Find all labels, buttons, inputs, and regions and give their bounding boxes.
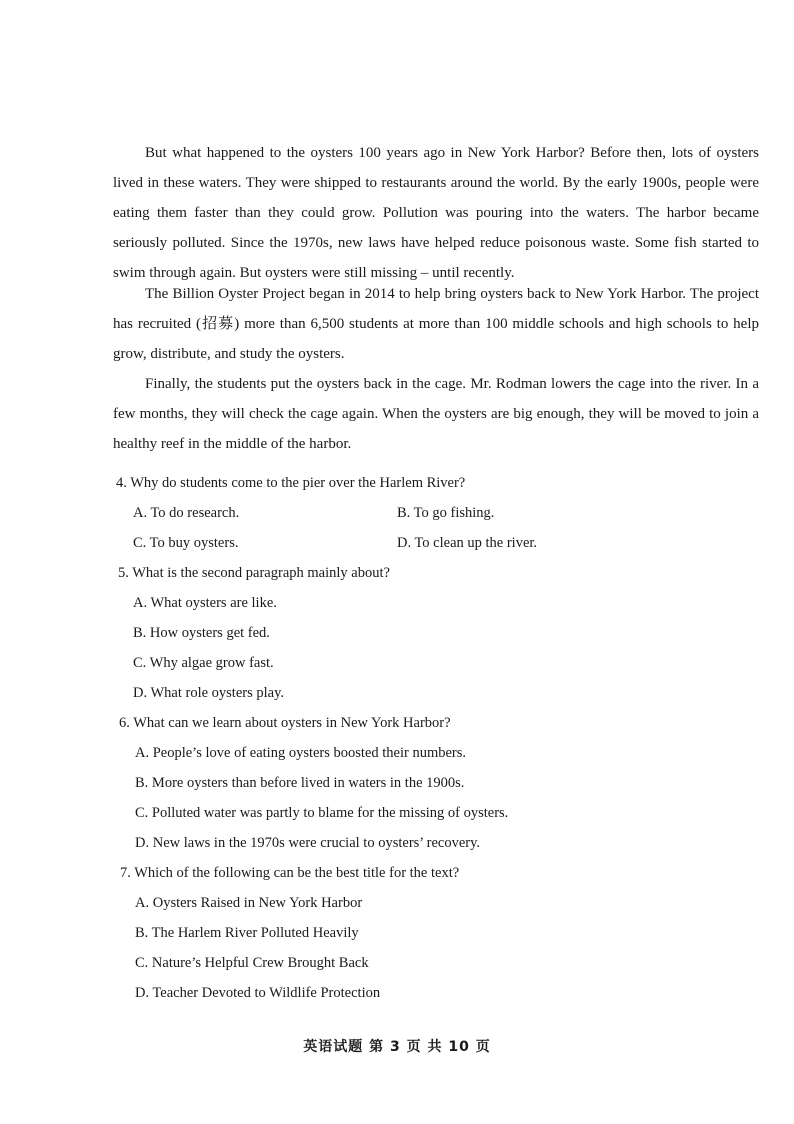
question-5-stem: 5. What is the second paragraph mainly about? (118, 565, 390, 581)
question-5-option-a: A. What oysters are like. (133, 595, 277, 611)
passage-paragraph-3: Finally, the students put the oysters back in the cage. Mr. Rodman lowers the cage into the river. In a few months, they will check the cage again. When the oysters are big enough, they will be moved to join a healthy reef in the middle of the harbor. (113, 376, 759, 452)
question-6-option-b: B. More oysters than before lived in waters in the 1900s. (135, 775, 465, 791)
question-5-option-b: B. How oysters get fed. (133, 625, 270, 641)
question-7-option-b: B. The Harlem River Polluted Heavily (135, 925, 359, 941)
question-7-stem: 7. Which of the following can be the best title for the text? (120, 865, 460, 881)
question-4-option-c: C. To buy oysters. (133, 535, 239, 551)
question-6-option-c: C. Polluted water was partly to blame for the missing of oysters. (135, 805, 509, 821)
question-4-stem: 4. Why do students come to the pier over the Harlem River? (116, 475, 466, 491)
passage-paragraph-1: But what happened to the oysters 100 years ago in New York Harbor? Before then, lots of oysters lived in these waters. They were shipped to restaurants around the world. By the early 1900s, people were eating them faster than they could grow. Pollution was pouring into the waters. The harbor became seriously polluted. Since the 1970s, new laws have helped reduce poisonous waste. Some fish started to swim through again. But oysters were still missing – until recently. (113, 145, 759, 281)
question-5-option-c: C. Why algae grow fast. (133, 655, 274, 671)
page-footer: 英语试题 第 3 页 共 10 页 (303, 1039, 491, 1055)
question-4-option-d: D. To clean up the river. (397, 535, 538, 551)
question-6-stem: 6. What can we learn about oysters in New York Harbor? (119, 715, 451, 731)
question-4-option-a: A. To do research. (133, 505, 240, 521)
question-7-option-c: C. Nature’s Helpful Crew Brought Back (135, 955, 369, 971)
question-7-option-a: A. Oysters Raised in New York Harbor (135, 895, 363, 911)
question-6-option-a: A. People’s love of eating oysters boosted their numbers. (135, 745, 467, 761)
question-6-option-d: D. New laws in the 1970s were crucial to oysters’ recovery. (135, 835, 481, 851)
passage-paragraph-2: The Billion Oyster Project began in 2014 to help bring oysters back to New York Harbor. The project has recruited (招募) more than 6,500 students at more than 100 middle schools and high schools to help grow, distribute, and study the oysters. (113, 286, 759, 362)
question-4-option-b: B. To go fishing. (397, 505, 495, 521)
question-7-option-d: D. Teacher Devoted to Wildlife Protection (135, 985, 381, 1001)
question-5-option-d: D. What role oysters play. (133, 685, 285, 701)
